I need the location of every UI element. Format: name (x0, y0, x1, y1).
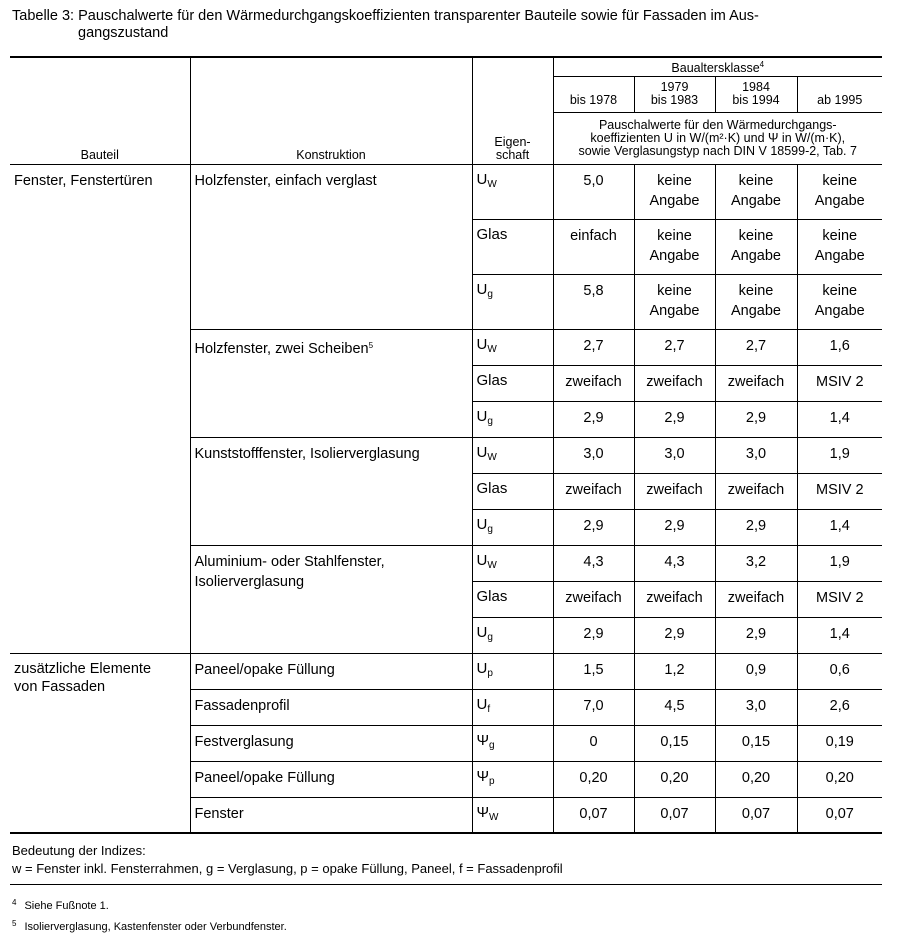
row-8-symbol (472, 473, 553, 509)
footnote-5-mark: 5 (12, 919, 17, 928)
row-11-value-1: zweifach (553, 581, 634, 617)
row-9-symbol-main: U (476, 515, 488, 533)
header-eigenschaft-line-1: Eigen- (494, 134, 531, 149)
row-15-value-1: 0 (553, 725, 634, 761)
row-1-value-2 (634, 164, 715, 219)
row-10-value-3: 3,2 (715, 545, 797, 581)
row-5-value-4: MSIV 2 (797, 365, 882, 401)
row-4-value-4: 1,6 (797, 329, 882, 365)
row-3-symbol (472, 274, 553, 329)
header-period-1-line-2: bis 1978 (569, 93, 618, 107)
row-1-value-4-l2: Angabe (814, 192, 865, 209)
row-8-value-1: zweifach (553, 473, 634, 509)
row-1-symbol (472, 164, 553, 219)
row-14-value-2: 4,5 (634, 689, 715, 725)
row-2-value-2-l2: Angabe (649, 247, 700, 264)
row-5-value-1: zweifach (553, 365, 634, 401)
row-2-value-2 (634, 219, 715, 274)
row-6-value-3: 2,9 (715, 401, 797, 437)
row-3-value-3-l2: Angabe (731, 302, 781, 319)
header-baualtersklasse-label: Baualtersklasse (671, 61, 760, 76)
row-17-value-2: 0,07 (634, 797, 715, 833)
header-period-3 (715, 76, 797, 112)
row-1-value-1-text: 5,0 (583, 172, 604, 189)
header-period-3-line-2: bis 1994 (732, 93, 780, 107)
row-1-value-4 (797, 164, 882, 219)
row-1-value-2-l1: keine (657, 172, 692, 189)
row-3-value-1-text: 5,8 (583, 282, 604, 299)
row-1-value-2-l2: Angabe (649, 192, 700, 209)
header-baualtersklasse-footnote-mark: 4 (759, 60, 765, 70)
header-period-4-line-2: ab 1995 (817, 93, 863, 107)
construction-alu-line-1: Aluminium- oder Stahlfenster, (194, 553, 385, 570)
row-2-value-3-l2: Angabe (731, 247, 781, 264)
header-period-2-line-2: bis 1983 (650, 93, 699, 107)
row-8-symbol-main: Glas (476, 479, 508, 497)
row-16-value-4: 0,20 (797, 761, 882, 797)
row-8-value-3: zweifach (715, 473, 797, 509)
row-11-value-2: zweifach (634, 581, 715, 617)
row-3-value-3 (715, 274, 797, 329)
row-13-symbol-sub: p (487, 667, 493, 679)
construction-kunststoff (190, 437, 472, 545)
footnote-4 (12, 898, 109, 912)
row-16-construction: Paneel/opake Füllung (190, 761, 472, 797)
row-13-value-3: 0,9 (715, 653, 797, 689)
row-7-symbol-sub: W (487, 451, 497, 463)
row-2-value-1 (553, 219, 634, 274)
header-period-4 (797, 76, 882, 112)
row-7-value-2: 3,0 (634, 437, 715, 473)
row-3-value-4-l2: Angabe (814, 302, 865, 319)
footnote-divider (10, 884, 882, 885)
header-period-2-line-1: 1979 (660, 80, 689, 94)
header-pauschal-line-3: sowie Verglasungstyp nach DIN V 18599-2, Tab. 7 (578, 143, 857, 158)
row-1-value-4-l1: keine (822, 172, 858, 189)
group-fassaden-line-2: von Fassaden (14, 678, 106, 695)
row-6-value-1: 2,9 (553, 401, 634, 437)
row-4-value-1: 2,7 (553, 329, 634, 365)
header-baualtersklasse (553, 57, 882, 76)
row-8-value-2: zweifach (634, 473, 715, 509)
row-15-symbol (472, 725, 553, 761)
row-1-value-3-l1: keine (738, 172, 774, 189)
header-bauteil (10, 57, 190, 164)
row-4-value-2: 2,7 (634, 329, 715, 365)
row-3-value-1 (553, 274, 634, 329)
row-14-value-4: 2,6 (797, 689, 882, 725)
construction-holz-zwei (190, 329, 472, 437)
row-11-value-4: MSIV 2 (797, 581, 882, 617)
row-11-symbol (472, 581, 553, 617)
row-2-value-4 (797, 219, 882, 274)
row-6-symbol-main: U (476, 407, 488, 425)
row-4-symbol-sub: W (487, 343, 497, 355)
row-16-symbol-sub: p (489, 775, 495, 787)
row-12-value-4: 1,4 (797, 617, 882, 653)
row-15-value-2: 0,15 (634, 725, 715, 761)
group-fenster (10, 164, 190, 653)
construction-holz-zwei-label: Holzfenster, zwei Scheiben (194, 340, 369, 357)
header-eigenschaft-line-2: schaft (495, 147, 530, 162)
row-5-symbol (472, 365, 553, 401)
group-fassaden (10, 653, 190, 833)
header-pauschalwerte (553, 112, 882, 164)
indices-legend (12, 842, 884, 878)
row-6-value-4: 1,4 (797, 401, 882, 437)
row-10-value-2: 4,3 (634, 545, 715, 581)
footnote-5 (12, 919, 287, 933)
header-konstruktion (190, 57, 472, 164)
row-8-value-4: MSIV 2 (797, 473, 882, 509)
construction-alu-line-2: Isolierverglasung (194, 573, 305, 590)
row-17-value-1: 0,07 (553, 797, 634, 833)
row-16-symbol-main: Ψ (476, 767, 490, 785)
indices-heading: Bedeutung der Indizes: (12, 843, 146, 858)
row-9-value-3: 2,9 (715, 509, 797, 545)
row-1-symbol-sub: W (487, 178, 497, 190)
construction-alu (190, 545, 472, 653)
row-16-value-2: 0,20 (634, 761, 715, 797)
row-9-value-2: 2,9 (634, 509, 715, 545)
row-2-value-2-l1: keine (657, 227, 692, 244)
row-10-symbol-main: U (476, 551, 488, 569)
header-period-3-line-1: 1984 (742, 80, 770, 94)
row-15-value-4: 0,19 (797, 725, 882, 761)
row-4-symbol-main: U (476, 335, 488, 353)
row-17-symbol-sub: W (489, 811, 499, 823)
row-3-symbol-main: U (476, 280, 488, 298)
row-12-value-1: 2,9 (553, 617, 634, 653)
group-fassaden-line-1: zusätzliche Elemente (14, 660, 152, 677)
row-12-symbol-main: U (476, 623, 488, 641)
row-13-value-1: 1,5 (553, 653, 634, 689)
row-12-value-2: 2,9 (634, 617, 715, 653)
row-5-value-2: zweifach (634, 365, 715, 401)
row-6-value-2: 2,9 (634, 401, 715, 437)
row-14-symbol-main: U (476, 695, 488, 713)
row-12-symbol-sub: g (487, 631, 493, 643)
row-1-value-1 (553, 164, 634, 219)
row-12-value-3: 2,9 (715, 617, 797, 653)
row-10-value-1: 4,3 (553, 545, 634, 581)
construction-holz-einfach-label: Holzfenster, einfach verglast (194, 172, 377, 189)
construction-holz-einfach (190, 164, 472, 329)
row-7-value-3: 3,0 (715, 437, 797, 473)
row-11-value-3: zweifach (715, 581, 797, 617)
construction-kunststoff-label: Kunststofffenster, Isolierverglasung (194, 445, 420, 462)
construction-holz-zwei-footnote-mark: 5 (368, 340, 374, 350)
row-1-value-3 (715, 164, 797, 219)
row-3-value-2-l1: keine (657, 282, 692, 299)
row-16-symbol (472, 761, 553, 797)
row-17-symbol (472, 797, 553, 833)
row-13-construction: Paneel/opake Füllung (190, 653, 472, 689)
header-period-1 (553, 76, 634, 112)
indices-text: w = Fenster inkl. Fensterrahmen, g = Verglasung, p = opake Füllung, Paneel, f = Fassadenprofil (12, 861, 563, 876)
row-17-value-4: 0,07 (797, 797, 882, 833)
row-17-construction: Fenster (190, 797, 472, 833)
row-13-value-4: 0,6 (797, 653, 882, 689)
row-2-value-3-l1: keine (738, 227, 774, 244)
row-9-symbol-sub: g (487, 523, 493, 535)
row-17-value-3: 0,07 (715, 797, 797, 833)
row-7-symbol-main: U (476, 443, 488, 461)
row-3-value-3-l1: keine (738, 282, 774, 299)
row-5-symbol-main: Glas (476, 371, 508, 389)
row-13-symbol (472, 653, 553, 689)
table-caption (12, 8, 892, 42)
row-9-value-1: 2,9 (553, 509, 634, 545)
header-konstruktion-label: Konstruktion (296, 147, 366, 162)
row-14-value-1: 7,0 (553, 689, 634, 725)
row-2-value-1-text: einfach (570, 227, 617, 244)
row-3-value-4-l1: keine (822, 282, 858, 299)
row-11-symbol-main: Glas (476, 587, 508, 605)
group-fenster-label: Fenster, Fenstertüren (14, 172, 153, 189)
row-7-value-4: 1,9 (797, 437, 882, 473)
row-3-symbol-sub: g (487, 288, 493, 300)
row-3-value-2-l2: Angabe (649, 302, 700, 319)
row-12-symbol (472, 617, 553, 653)
row-15-symbol-sub: g (489, 739, 495, 751)
row-2-value-3 (715, 219, 797, 274)
row-6-symbol (472, 401, 553, 437)
row-14-symbol (472, 689, 553, 725)
row-6-symbol-sub: g (487, 415, 493, 427)
row-14-symbol-sub: f (487, 703, 491, 715)
row-7-symbol (472, 437, 553, 473)
footnote-5-text: Isolierverglasung, Kastenfenster oder Verbundfenster. (24, 921, 287, 933)
row-2-value-4-l1: keine (822, 227, 858, 244)
row-15-symbol-main: Ψ (476, 731, 490, 749)
row-2-value-4-l2: Angabe (814, 247, 865, 264)
row-9-symbol (472, 509, 553, 545)
caption-line-2: gangszustand (78, 25, 169, 41)
row-15-construction: Festverglasung (190, 725, 472, 761)
caption-line-1: Tabelle 3: Pauschalwerte für den Wärmedurchgangskoeffizienten transparenter Bauteile sowie für Fassaden im Aus- (12, 8, 759, 24)
row-3-value-4 (797, 274, 882, 329)
row-14-construction: Fassadenprofil (190, 689, 472, 725)
row-4-value-3: 2,7 (715, 329, 797, 365)
header-period-2 (634, 76, 715, 112)
footnote-4-text: Siehe Fußnote 1. (24, 900, 109, 912)
row-7-value-1: 3,0 (553, 437, 634, 473)
header-eigenschaft (472, 57, 553, 164)
row-1-value-3-l2: Angabe (731, 192, 781, 209)
row-4-symbol (472, 329, 553, 365)
row-16-value-3: 0,20 (715, 761, 797, 797)
header-pauschal-line-2: koeffizienten U in W/(m²·K) und Ψ in W/(m·K), (590, 130, 846, 145)
row-15-value-3: 0,15 (715, 725, 797, 761)
row-5-value-3: zweifach (715, 365, 797, 401)
row-14-value-3: 3,0 (715, 689, 797, 725)
header-bauteil-label: Bauteil (80, 147, 119, 162)
row-16-value-1: 0,20 (553, 761, 634, 797)
row-13-value-2: 1,2 (634, 653, 715, 689)
row-2-symbol-main: Glas (476, 225, 508, 243)
row-13-symbol-main: U (476, 659, 488, 677)
row-17-symbol-main: Ψ (476, 803, 490, 821)
u-value-table (10, 56, 882, 834)
row-2-symbol (472, 219, 553, 274)
footnote-4-mark: 4 (12, 898, 17, 907)
row-10-symbol (472, 545, 553, 581)
header-pauschal-line-1: Pauschalwerte für den Wärmedurchgangs- (598, 117, 837, 132)
row-9-value-4: 1,4 (797, 509, 882, 545)
row-10-symbol-sub: W (487, 559, 497, 571)
row-3-value-2 (634, 274, 715, 329)
row-1-symbol-main: U (476, 170, 488, 188)
row-10-value-4: 1,9 (797, 545, 882, 581)
